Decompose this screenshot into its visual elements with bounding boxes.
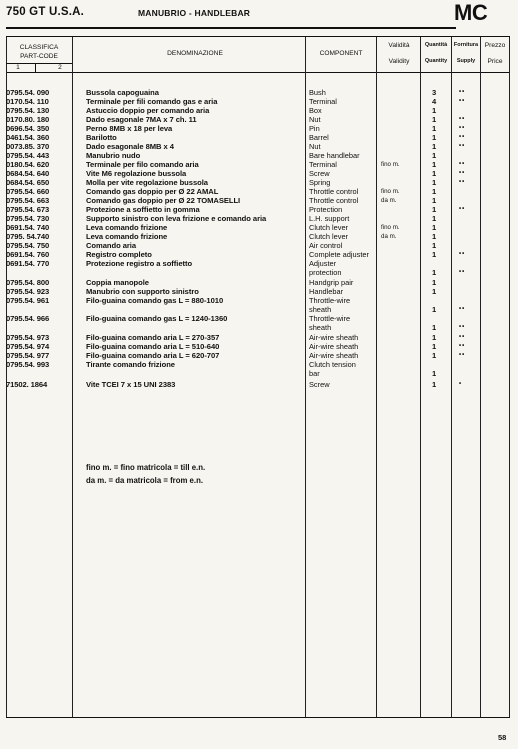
quantity: 1 [432,187,437,196]
component: Bush [309,88,326,97]
description: Barilotto [86,133,117,142]
header-denomination: DENOMINAZIONE [167,50,223,57]
section-title: MANUBRIO - HANDLEBAR [138,8,251,18]
quantity: 1 [432,124,437,133]
header-top-rule [6,36,510,37]
quantity: 1 [432,196,437,205]
quantity: 1 [432,369,437,378]
part-code: 71502. 1864 [6,380,48,389]
component: Throttle-wire [309,314,351,323]
table-row [0,296,518,305]
part-code: 0795.54. 660 [6,187,50,196]
part-code: 0795.54. 973 [6,333,50,342]
part-code: 0795.54. 961 [6,296,50,305]
validity: da m. [381,197,397,204]
header-price-en: Price [487,58,503,65]
description: Protezione registro a soffietto [86,259,193,268]
top-rule [6,27,456,29]
component: Nut [309,142,321,151]
description: Registro completo [86,250,152,259]
component: Complete adjuster [309,250,369,259]
description: Coppia manopole [86,278,149,287]
description: Terminale per filo comando aria [86,160,199,169]
component: Handgrip pair [309,278,354,287]
part-code: 0795.54. 730 [6,214,50,223]
table-row [0,115,518,124]
supply-mark: •• [459,179,466,185]
supply-mark: •• [459,251,466,257]
quantity: 1 [432,178,437,187]
part-code: 0170.54. 110 [6,97,49,106]
header-validity-en: Validity [388,58,410,65]
part-code: 0684.54. 640 [6,169,50,178]
component: bar [309,369,320,378]
part-code: 0795.54. 993 [6,360,50,369]
description: Filo-guaina comando aria L = 510-640 [86,342,220,351]
table-row [0,268,518,277]
part-code: 0795.54. 443 [6,151,50,160]
component: Air-wire sheath [309,333,359,342]
component: Throttle control [309,187,359,196]
quantity: 1 [432,151,437,160]
part-code: 0180.54. 620 [6,160,50,169]
supply-mark: •• [459,343,466,349]
component: Spring [309,178,331,187]
supply-mark: •• [459,352,466,358]
quantity: 1 [432,223,437,232]
part-code: 0795.54. 750 [6,241,50,250]
part-code: 0696.54. 350 [6,124,50,133]
description: Bussola capoguaina [86,88,159,97]
table-row [0,305,518,314]
component: Nut [309,115,321,124]
description: Comando gas doppio per Ø 22 AMAL [86,187,219,196]
description: Manubrio nudo [86,151,141,160]
part-code: 0170.80. 180 [6,115,50,124]
quantity: 1 [432,351,437,360]
description: Leva comando frizione [86,232,168,241]
quantity: 1 [432,268,437,277]
table-row [0,124,518,133]
description: Vite TCEI 7 x 15 UNI 2383 [86,380,176,389]
part-code: 0461.54. 360 [6,133,50,142]
description: Filo-guaina comando aria L = 270-357 [86,333,220,342]
description: Protezione a soffietto in gomma [86,205,200,214]
supply-mark: •• [459,324,466,330]
quantity: 1 [432,287,437,296]
description: Manubrio con supporto sinistro [86,287,199,296]
quantity: 1 [432,278,437,287]
description: Tirante comando frizione [86,360,175,369]
quantity: 1 [432,133,437,142]
supply-mark: •• [459,269,466,275]
component: Terminal [309,97,337,106]
table-row [0,178,518,187]
model-title: 750 GT U.S.A. [6,6,85,18]
header-bottom-rule [6,72,510,73]
part-code: 0684.54. 650 [6,178,50,187]
header-part-code-1: 1 [16,64,20,71]
component: Clutch lever [309,232,349,241]
part-code: 0795.54. 663 [6,196,50,205]
component: Throttle-wire [309,296,351,305]
part-code: 0795.54. 673 [6,205,50,214]
quantity: 1 [432,169,437,178]
supply-mark: •• [459,306,466,312]
header-price-it: Prezzo [484,42,506,49]
legend-line-1: fino m. = fino matricola = till e.n. [86,463,206,472]
description: Terminale per fili comando gas e aria [86,97,218,106]
component: Screw [309,169,330,178]
component: Air control [309,241,343,250]
part-code: 0795.54. 090 [6,88,50,97]
table-row [0,342,518,351]
component: Clutch lever [309,223,349,232]
component: Air-wire sheath [309,342,359,351]
table-row [0,380,518,389]
supply-mark: •• [459,98,466,104]
table-row [0,169,518,178]
supply-mark: • [459,381,463,387]
description: Comando gas doppio per Ø 22 TOMASELLI [86,196,241,205]
component: Protection [309,205,343,214]
description: Molla per vite regolazione bussola [86,178,208,187]
validity: fino m. [381,161,400,168]
quantity: 1 [432,323,437,332]
quantity: 1 [432,160,437,169]
supply-mark: •• [459,170,466,176]
component: sheath [309,305,332,314]
part-code: 0795.54. 966 [6,314,50,323]
header-qty-en: Quantity [424,58,448,64]
supply-mark: •• [459,206,466,212]
description: Filo-guaina comando aria L = 620-707 [86,351,220,360]
header-part-code-2: 2 [58,64,62,71]
quantity: 1 [432,142,437,151]
header-qty-it: Quantità [424,42,448,48]
table-row [0,223,518,232]
component: Box [309,106,322,115]
table-row [0,142,518,151]
page-number: 58 [498,733,507,742]
component: sheath [309,323,332,332]
table-row [0,205,518,214]
table-row [0,160,518,169]
component: Pin [309,124,320,133]
description: Filo-guaina comando gas L = 880-1010 [86,296,224,305]
part-code: 0691.54. 770 [6,259,50,268]
component: Adjuster [309,259,337,268]
description: Perno 8MB x 18 per leva [86,124,173,133]
table-row [0,278,518,287]
quantity: 1 [432,115,437,124]
section-code: MC [454,0,488,25]
table-row [0,151,518,160]
quantity: 3 [432,88,437,97]
table-row [0,369,518,378]
supply-mark: •• [459,161,466,167]
quantity: 1 [432,232,437,241]
component: Handlebar [309,287,344,296]
component: Throttle control [309,196,359,205]
validity: fino m. [381,224,400,231]
quantity: 1 [432,205,437,214]
header-part-code: CLASSIFICA PART-CODE [19,44,59,60]
part-code: 0073.85. 370 [6,142,50,151]
supply-mark: •• [459,134,466,140]
table-row [0,250,518,259]
description: Filo-guaina comando gas L = 1240-1360 [86,314,228,323]
quantity: 1 [432,214,437,223]
description: Astuccio doppio per comando aria [86,106,210,115]
description: Vite M6 regolazione bussola [86,169,187,178]
table-row [0,97,518,106]
component: Clutch tension [309,360,356,369]
supply-mark: •• [459,89,466,95]
table-row [0,314,518,323]
header-supply-it: Fornitura [453,42,479,48]
table-row [0,187,518,196]
part-code-tick [35,64,36,72]
component: Bare handlebar [309,151,360,160]
table-row [0,196,518,205]
table-row [0,106,518,115]
description: Comando aria [86,241,137,250]
quantity: 1 [432,241,437,250]
header-validity-it: Validità [388,42,410,49]
part-code: 0795.54. 974 [6,342,50,351]
part-code: 0691.54. 740 [6,223,50,232]
part-code: 0691.54. 760 [6,250,50,259]
part-code: 0795.54. 923 [6,287,50,296]
quantity: 1 [432,333,437,342]
part-code: 0795.54. 130 [6,106,50,115]
supply-mark: •• [459,125,466,131]
table-row [0,333,518,342]
quantity: 1 [432,250,437,259]
description: Leva comando frizione [86,223,168,232]
table-row [0,287,518,296]
table-row [0,214,518,223]
part-code: 0795. 54.740 [6,232,50,241]
component: Barrel [309,133,329,142]
supply-mark: •• [459,143,466,149]
quantity: 1 [432,342,437,351]
supply-mark: •• [459,116,466,122]
part-code: 0795.54. 800 [6,278,50,287]
quantity: 1 [432,106,437,115]
page-bottom-rule [6,717,510,718]
table-row [0,360,518,369]
component: protection [309,268,342,277]
description: Dado esagonale 7MA x 7 ch. 11 [86,115,197,124]
table-row [0,88,518,97]
quantity: 1 [432,380,437,389]
header-component: COMPONENT [319,50,363,57]
table-row [0,351,518,360]
table-row [0,323,518,332]
table-row [0,133,518,142]
table-row [0,232,518,241]
table-row [0,259,518,268]
validity: fino m. [381,188,400,195]
description: Supporto sinistro con leva frizione e comando aria [86,214,267,223]
component: L.H. support [309,214,350,223]
component: Terminal [309,160,337,169]
header-supply-en: Supply [456,58,476,64]
legend-line-2: da m. = da matricola = from e.n. [86,476,203,485]
description: Dado esagonale 8MB x 4 [86,142,174,151]
part-code: 0795.54. 977 [6,351,50,360]
supply-mark: •• [459,334,466,340]
quantity: 1 [432,305,437,314]
quantity: 4 [432,97,437,106]
table-row [0,241,518,250]
component: Air-wire sheath [309,351,359,360]
component: Screw [309,380,330,389]
validity: da m. [381,233,397,240]
